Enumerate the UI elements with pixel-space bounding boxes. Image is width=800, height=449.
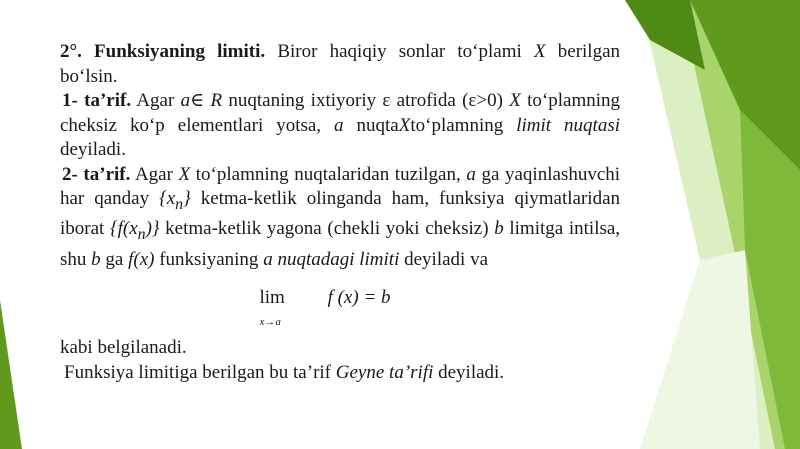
text: deyiladi.	[60, 139, 126, 160]
subscript: n	[175, 195, 184, 213]
left-green-stripe	[0, 300, 22, 449]
sequence-fxn	[110, 218, 160, 244]
text: nuqtaning ixtiyoriy ε atrofida	[228, 90, 456, 111]
text: funksiyaning	[159, 248, 259, 270]
right-white-wedge	[640, 250, 760, 449]
subscript: n	[137, 226, 146, 244]
section-intro	[60, 40, 620, 89]
definition-1-label: 1- ta’rif.	[62, 90, 132, 111]
text: ga	[105, 248, 124, 270]
lim-subscript: x→a	[259, 316, 281, 329]
defined-term: limit nuqtasi	[516, 114, 621, 136]
math-inline: b	[91, 248, 101, 270]
closing-line-1: kabi belgilanadi.	[60, 337, 187, 359]
text: ga yaqinlashuvchi har qanday	[60, 163, 621, 209]
math-inline: (ε>0)	[462, 90, 503, 111]
text: Agar	[134, 163, 173, 185]
math-inline: {x	[159, 188, 176, 209]
math-inline: f(x)	[128, 248, 155, 270]
math-inline: b	[494, 218, 504, 240]
intro-text-end: berilgan bo‘lsin.	[60, 41, 621, 87]
definition-2	[60, 163, 620, 273]
definition-1	[60, 89, 620, 163]
defined-term: nuqtadagi limiti	[277, 248, 400, 270]
section-title: Funksiyaning limiti.	[94, 41, 266, 62]
text: limitga intilsa, shu	[60, 218, 621, 270]
intro-text: Biror haqiqiy sonlar to‘plami	[277, 41, 522, 62]
section-number: 2°.	[60, 41, 82, 62]
sequence-xn	[159, 188, 191, 213]
text: nuqta	[356, 114, 399, 136]
math-inline: {f(x	[110, 218, 138, 240]
math-inline: a	[263, 248, 273, 270]
defined-term: Geyne ta’rifi	[335, 361, 434, 383]
text: to‘plamning cheksiz ko‘p elementlari yotsa,	[60, 90, 621, 136]
math-inline: )}	[145, 218, 160, 240]
limit-operator	[259, 286, 285, 329]
document-body	[60, 40, 620, 385]
lim-word: lim	[259, 287, 285, 309]
text: deyiladi.	[438, 361, 505, 383]
math-inline: a	[334, 114, 344, 136]
text: Funksiya limitiga berilgan bu ta’rif	[64, 361, 332, 383]
math-inline: X	[178, 163, 191, 185]
math-inline: X	[398, 114, 411, 136]
text: ketma-ketlik olinganda ham, funksiya qiymatlaridan iborat	[60, 188, 621, 240]
math-inline: a∈ R	[180, 90, 223, 111]
text: ketma-ketlik yagona (chekli yoki cheksiz)	[165, 218, 489, 240]
math-inline: }	[183, 188, 191, 209]
limit-formula	[60, 286, 620, 329]
math-inline: X	[509, 90, 521, 111]
text: to‘plamning nuqtalaridan tuzilgan,	[195, 163, 461, 185]
text: Agar	[136, 90, 175, 111]
definition-2-label: 2- ta’rif.	[62, 163, 131, 185]
closing-line-2	[60, 361, 620, 386]
text: to‘plamning	[410, 114, 504, 136]
set-symbol: X	[533, 41, 546, 62]
limit-expression: f (x) = b	[327, 287, 391, 309]
math-inline: a	[466, 163, 476, 185]
text: deyiladi va	[404, 248, 489, 270]
